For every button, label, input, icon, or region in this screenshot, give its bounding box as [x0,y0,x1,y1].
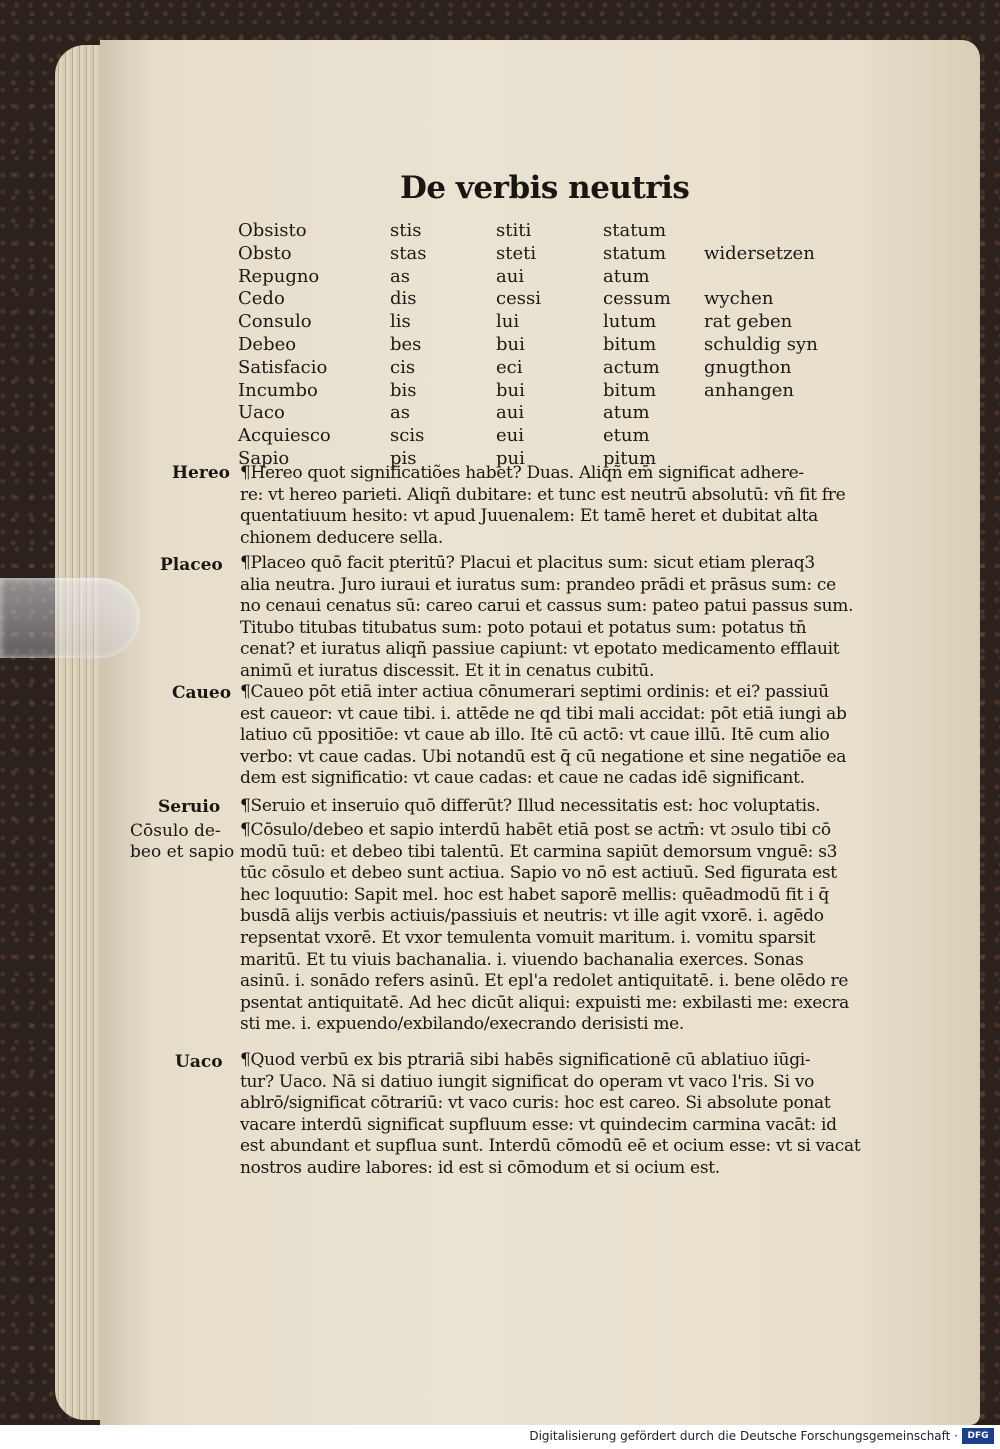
verb-cell: bui [496,333,525,355]
verb-row [238,425,858,448]
verb-cell: pui [496,447,525,469]
paragraph-line: animū et iuratus discessit. Et it in cenatus cubitū. [240,660,655,681]
margin-note: Hereo [172,463,230,483]
verb-cell: Sapio [238,447,290,469]
verb-cell: pis [390,447,417,469]
verb-cell: lutum [603,311,657,333]
paragraph [240,1050,900,1180]
margin-note: Seruio [158,797,221,817]
paragraph [240,820,900,1036]
verb-cell: Uaco [238,402,285,424]
verb-cell: Incumbo [238,379,318,401]
verb-cell: Repugno [238,265,320,287]
verb-cell: Acquiesco [238,425,331,447]
footer-bar [0,1425,1000,1449]
verb-cell: aui [496,402,525,424]
paragraph-line: ablrō/significat cōtrariū: vt vaco curis: hoc est careo. Si absolute ponat [240,1093,831,1114]
paragraph-line: chionem deducere sella. [240,527,443,548]
paragraph-line: busdā alijs verbis actiuis/passiuis et neutris: vt ille agit vxorē. i. agēdo [240,906,824,927]
verb-cell: statum [603,220,667,241]
verb-cell: pitum [603,447,657,469]
verb-cell: Obsto [238,242,292,264]
verb-cell: eci [496,356,523,378]
paragraph-line: nostros audire labores: id est si cōmodum et si ocium est. [240,1157,720,1178]
paragraph-line: asinū. i. sonādo refers asinū. Et epl'a redolet antiquitatē. i. bene olēdo re [240,971,849,992]
verb-cell: Satisfacio [238,356,328,378]
verb-cell: stiti [496,220,532,241]
paragraph-line: modū tuū: et debeo tibi talentū. Et carmina sapiūt demorsum vnguē: s3 [240,841,838,862]
paragraph-line: sti me. i. expuendo/exbilando/execrando derisisti me. [240,1014,685,1035]
verb-cell: as [390,265,410,287]
paragraph-line: est caueor: vt caue tibi. i. attēde ne qd tibi mali accidat: pōt etiā iungi ab [240,703,847,724]
verb-cell: bitum [603,333,657,355]
verb-cell: atum [603,265,650,287]
paragraph-line: ¶Hereo quot significatiões habet? Duas. Aliqñ em̄ significat adhere- [240,463,804,483]
paragraph-line: repsentat vxorē. Et vxor temulenta vomuit maritum. i. vomitu sparsit [240,927,816,948]
verb-cell: etum [603,425,650,447]
verb-cell: statum [603,242,667,264]
verb-table [238,220,858,471]
verb-cell: atum [603,402,650,424]
paragraph-line: dem est significatio: vt caue cadas: et caue ne cadas idē significant. [240,768,805,789]
verb-row [238,357,858,380]
verb-cell: Consulo [238,311,312,333]
verb-cell: stas [390,242,427,264]
verb-cell: gnugthon [704,356,792,378]
footer-credit: Digitalisierung gefördert durch die Deutsche Forschungsgemeinschaft · [529,1429,958,1443]
verb-cell: lis [390,311,411,333]
verb-cell: stis [390,220,422,241]
paragraph-line: latiuo cū ppositiōe: vt caue ab illo. Itē cū actō: vt caue illū. Itē cum alio [240,725,830,746]
verb-row [238,380,858,403]
margin-note-line: beo et sapio [130,842,235,862]
paragraph-line: ¶Quod verbū ex bis ptrariā sibi habēs significationē cū ablatiuo iūgi- [240,1050,811,1070]
verb-cell: bis [390,379,417,401]
margin-note: Uaco [175,1052,223,1072]
verb-cell: schuldig syn [704,333,818,355]
paragraph-line: ¶Placeo quō facit pteritū? Placui et placitus sum: sicut etiam pleraq3 [240,553,815,573]
verb-cell: Obsisto [238,220,307,241]
verb-cell: cis [390,356,416,378]
margin-note-line: Cōsulo de- [130,821,221,841]
paragraph-line: ¶Cōsulo/debeo et sapio interdū habēt etiā post se actm̄: vt ɔsulo tibi cō [240,820,831,840]
page-clip [0,578,140,658]
paragraph-line: vacare interdū significat supfluum esse: vt quindecim carmina vacāt: id [240,1114,837,1135]
paragraph-line: est abundant et supflua sunt. Interdū cōmodū eē et ocium esse: vt si vacat [240,1136,861,1157]
verb-cell: lui [496,311,520,333]
paragraph-line: hec loquutio: Sapit mel. hoc est habet saporē mellis: quēadmodū fit i q̄ [240,884,829,905]
paragraph-line: ¶Seruio et inseruio quō differūt? Illud necessitatis est: hoc voluptatis. [240,796,821,816]
paragraph-line: re: vt hereo parieti. Aliqñ dubitare: et tunc est neutrū absolutū: vñ fit fre [240,484,846,505]
paragraph-line: quentatiuum hesito: vt apud Juuenalem: Et tamē heret et dubitat alta [240,506,818,527]
verb-row [238,220,858,243]
verb-row [238,334,858,357]
verb-row [238,266,858,289]
paragraph-line: alia neutra. Juro iuraui et iuratus sum: prandeo prādi et prāsus sum: ce [240,574,836,595]
paragraph [240,463,900,549]
margin-note: Placeo [160,555,223,575]
verb-cell: rat geben [704,311,793,333]
verb-cell: cessum [603,288,671,310]
verb-cell: aui [496,265,525,287]
verb-row [238,311,858,334]
verb-cell: bes [390,333,422,355]
paragraph [240,553,900,683]
verb-row [238,288,858,311]
verb-cell: wychen [704,288,774,310]
verb-cell: Debeo [238,333,297,355]
paragraph-line: tūc cōsulo et debeo sunt actiua. Sapio vo nō est actiuū. Sed figurata est [240,863,837,884]
margin-note [130,821,234,863]
paragraph [240,796,900,818]
verb-cell: bui [496,379,525,401]
verb-cell: eui [496,425,525,447]
paragraph [240,682,900,790]
verb-cell: bitum [603,379,657,401]
paragraph-line: no cenaui cenatus sū: careo carui et cassus sum: pateo patui passus sum. [240,596,854,617]
paragraph-line: cenat? et iuratus aliqñ passiue capiunt: vt epotato medicamento efflauit [240,639,840,660]
paragraph-line: ¶Caueo pōt etiā inter actiua cōnumerari septimi ordinis: et ei? passiuū [240,682,829,702]
paragraph-line: Titubo titubas titubatus sum: poto potaui et potatus sum: potatus tn̄ [240,617,807,638]
margin-note: Caueo [172,683,232,703]
verb-cell: dis [390,288,417,310]
verb-cell: Cedo [238,288,285,310]
verb-cell: steti [496,242,537,264]
dfg-logo: DFG [962,1428,994,1444]
paragraph-line: psentat antiquitatē. Ad hec dicūt aliqui: expuisti me: exbilasti me: execra [240,992,849,1013]
verb-cell: scis [390,425,425,447]
paragraph-line: maritū. Et tu viuis bachanalia. i. viuendo bachanalia exerces. Sonas [240,949,804,970]
verb-cell: cessi [496,288,541,310]
verb-row [238,402,858,425]
paragraph-line: verbo: vt caue cadas. Ubi notandū est q̄ cū negatione et sine negatiōe ea [240,746,847,767]
verb-cell: as [390,402,410,424]
paragraph-line: tur? Uaco. Nā si datiuo iungit significat do operam vt vaco l'ris. Si vo [240,1071,815,1092]
verb-cell: actum [603,356,660,378]
verb-cell: anhangen [704,379,795,401]
verb-row [238,243,858,266]
verb-cell: widersetzen [704,242,815,264]
page-heading: De verbis neutris [400,170,690,206]
